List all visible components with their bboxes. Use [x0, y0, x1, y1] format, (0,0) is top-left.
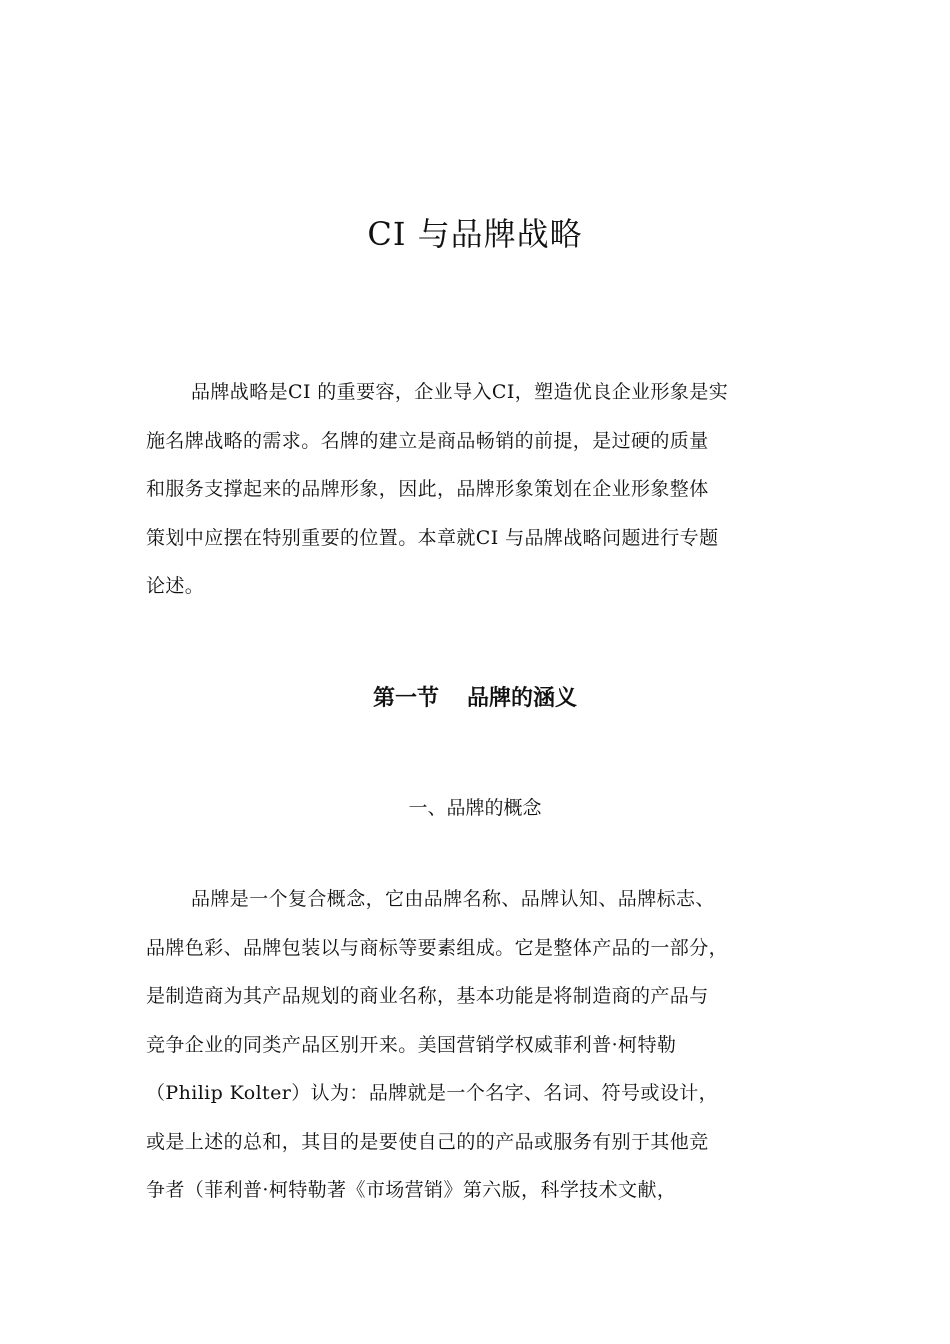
body-line-4: 竞争企业的同类产品区别开来。美国营销学权威菲利普·柯特勒 [146, 1033, 677, 1056]
section-title: 品牌的涵义 [467, 685, 578, 711]
body-paragraph [146, 875, 810, 1215]
body-line-6: 或是上述的总和，其目的是要使自己的的产品或服务有别于其他竞 [146, 1130, 709, 1153]
intro-line-1: 品牌战略是CI 的重要容，企业导入CI，塑造优良企业形象是实 [191, 381, 729, 403]
section-number: 第一节 [372, 685, 439, 711]
body-line-2: 品牌色彩、品牌包装以与商标等要素组成。它是整体产品的一部分， [146, 936, 729, 959]
intro-paragraph [146, 368, 810, 611]
intro-line-2: 施名牌战略的需求。名牌的建立是商品畅销的前提，是过硬的质量 [146, 429, 709, 452]
intro-line-5: 论述。 [146, 575, 205, 597]
subsection-heading: 一、品牌的概念 [408, 797, 542, 819]
document-title: CI 与品牌战略 [367, 215, 583, 253]
section-heading [0, 680, 950, 716]
body-line-7: 争者（菲利普·柯特勒著《市场营销》第六版，科学技术文献， [146, 1179, 677, 1201]
body-line-3: 是制造商为其产品规划的商业名称，基本功能是将制造商的产品与 [146, 985, 709, 1007]
intro-line-3: 和服务支撑起来的品牌形象，因此，品牌形象策划在企业形象整体 [146, 478, 709, 500]
intro-line-4: 策划中应摆在特别重要的位置。本章就CI 与品牌战略问题进行专题 [146, 526, 719, 549]
body-line-1: 品牌是一个复合概念，它由品牌名称、品牌认知、品牌标志、 [191, 888, 715, 910]
body-line-5: （Philip Kolter）认为：品牌就是一个名字、名词、符号或设计， [146, 1082, 719, 1104]
